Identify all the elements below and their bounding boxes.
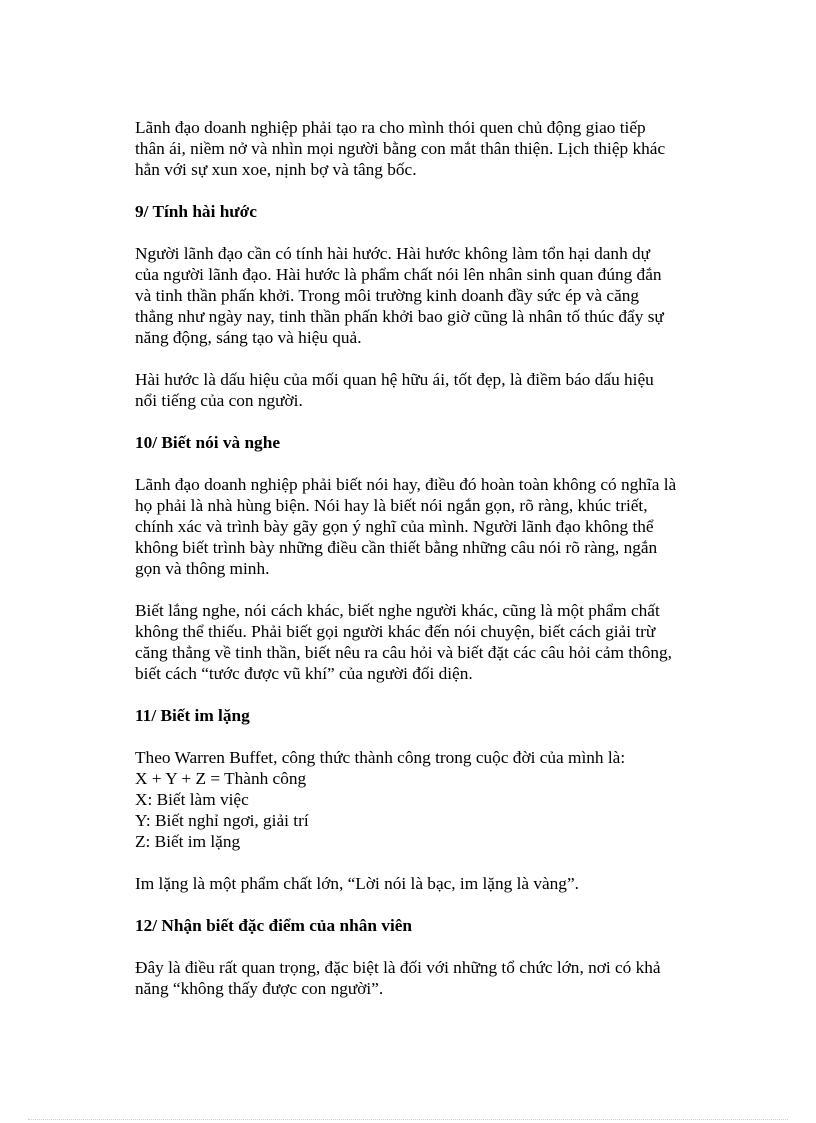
- text-line: nổi tiếng của con người.: [135, 391, 303, 410]
- document-page: [135, 117, 750, 999]
- section-11-paragraph-2: [135, 873, 750, 894]
- text-line: Im lặng là một phẩm chất lớn, “Lời nói là bạc, im lặng là vàng”.: [135, 874, 579, 893]
- text-line: và tinh thần phấn khởi. Trong môi trường kinh doanh đầy sức ép và căng: [135, 286, 640, 305]
- text-line: không thể thiếu. Phải biết gọi người khác đến nói chuyện, biết cách giải trừ: [135, 622, 656, 641]
- text-line: hẳn với sự xun xoe, nịnh bợ và tâng bốc.: [135, 160, 417, 179]
- text-line: Theo Warren Buffet, công thức thành công trong cuộc đời của mình là:: [135, 748, 626, 767]
- text-line: của người lãnh đạo. Hài hước là phẩm chất nói lên nhân sinh quan đúng đắn: [135, 265, 662, 284]
- formula-line: X + Y + Z = Thành công: [135, 769, 307, 788]
- section-11-paragraph-1: [135, 747, 750, 852]
- page-bottom-divider: [28, 1119, 788, 1120]
- text-line: Đây là điều rất quan trọng, đặc biệt là đối với những tổ chức lớn, nơi có khả: [135, 958, 661, 977]
- intro-paragraph: [135, 117, 750, 180]
- formula-item-y: Y: Biết nghỉ ngơi, giải trí: [135, 811, 309, 830]
- formula-item-z: Z: Biết im lặng: [135, 832, 241, 851]
- formula-item-x: X: Biết làm việc: [135, 790, 249, 809]
- section-9-paragraph-1: [135, 243, 750, 348]
- section-10-paragraph-2: [135, 600, 750, 684]
- text-line: Biết lắng nghe, nói cách khác, biết nghe người khác, cũng là một phẩm chất: [135, 601, 660, 620]
- text-line: thân ái, niềm nở và nhìn mọi người bằng con mắt thân thiện. Lịch thiệp khác: [135, 139, 666, 158]
- text-line: biết cách “tước được vũ khí” của người đối diện.: [135, 664, 473, 683]
- text-line: căng thẳng về tinh thần, biết nêu ra câu hỏi và biết đặt các câu hỏi cảm thông,: [135, 643, 672, 662]
- section-heading-9: 9/ Tính hài hước: [135, 202, 257, 221]
- section-heading-10: 10/ Biết nói và nghe: [135, 433, 280, 452]
- section-heading-11: 11/ Biết im lặng: [135, 706, 250, 725]
- section-9-paragraph-2: [135, 369, 750, 411]
- text-line: năng “không thấy được con người”.: [135, 979, 384, 998]
- text-line: Người lãnh đạo cần có tính hài hước. Hài hước không làm tổn hại danh dự: [135, 244, 651, 263]
- text-line: chính xác và trình bày gãy gọn ý nghĩ của mình. Người lãnh đạo không thể: [135, 517, 654, 536]
- text-line: thẳng như ngày nay, tinh thần phấn khởi bao giờ cũng là nhân tố thúc đẩy sự: [135, 307, 664, 326]
- section-10-paragraph-1: [135, 474, 750, 579]
- section-heading-12: 12/ Nhận biết đặc điểm của nhân viên: [135, 916, 413, 935]
- text-line: Lãnh đạo doanh nghiệp phải biết nói hay, điều đó hoàn toàn không có nghĩa là: [135, 475, 677, 494]
- text-line: gọn và thông minh.: [135, 559, 270, 578]
- text-line: Hài hước là dấu hiệu của mối quan hệ hữu ái, tốt đẹp, là điềm báo dấu hiệu: [135, 370, 654, 389]
- section-12-paragraph-1: [135, 957, 750, 999]
- text-line: năng động, sáng tạo và hiệu quả.: [135, 328, 362, 347]
- text-line: Lãnh đạo doanh nghiệp phải tạo ra cho mình thói quen chủ động giao tiếp: [135, 118, 646, 137]
- text-line: không biết trình bày những điều cần thiết bằng những câu nói rõ ràng, ngắn: [135, 538, 658, 557]
- text-line: họ phải là nhà hùng biện. Nói hay là biết nói ngắn gọn, rõ ràng, khúc triết,: [135, 496, 648, 515]
